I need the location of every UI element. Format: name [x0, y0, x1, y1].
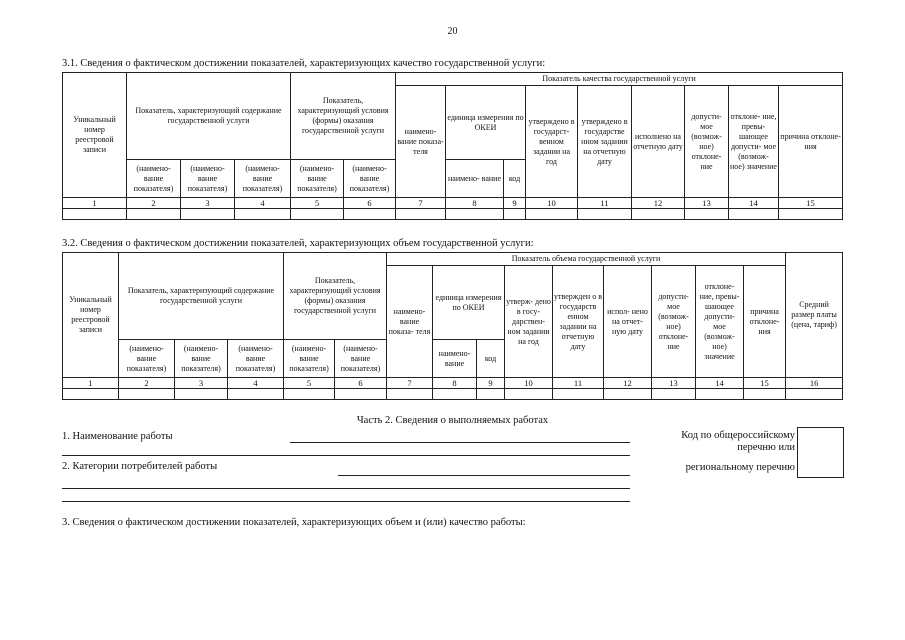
part-2-title: Часть 2. Сведения о выполняемых работах [356, 415, 549, 426]
column-number: 2 [127, 198, 181, 209]
column-number: 3 [175, 378, 228, 389]
header-deviation-reason: причина отклоне- ния [779, 86, 843, 198]
empty-cell[interactable] [284, 389, 335, 400]
column-number: 1 [63, 378, 119, 389]
sub-indicator-name: (наимено- вание показателя) [291, 160, 344, 198]
quality-table [62, 72, 843, 220]
code-label-line-2: перечню или [737, 442, 795, 453]
column-number: 5 [291, 198, 344, 209]
column-number: 3 [181, 198, 235, 209]
header-exceeding-deviation: отклоне- ние, превы- шающее допусти- мое (возмож- ное) значение [729, 86, 779, 198]
empty-cell[interactable] [578, 209, 632, 220]
sub-indicator-name: (наимено- вание показателя) [235, 160, 291, 198]
empty-cell[interactable] [291, 209, 344, 220]
column-number: 11 [553, 378, 604, 389]
header-exceeding-deviation: отклоне- ние, превы- шающее допусти- мое (возмож- ное) значение [696, 266, 744, 378]
column-number: 11 [578, 198, 632, 209]
header-unit-code: код [504, 160, 526, 198]
column-number: 8 [433, 378, 477, 389]
empty-cell[interactable] [175, 389, 228, 400]
empty-cell[interactable] [387, 389, 433, 400]
empty-cell[interactable] [477, 389, 505, 400]
header-unit-code: код [477, 340, 505, 378]
header-deviation-reason: причина отклоне- ния [744, 266, 786, 378]
header-executed: исполнено на отчетную дату [632, 86, 685, 198]
section-3-1-title: 3.1. Сведения о фактическом достижении показателей, характеризующих качество государственной услуги: [62, 58, 546, 69]
column-number: 5 [284, 378, 335, 389]
work-name-line-2[interactable] [62, 455, 630, 456]
sub-indicator-name: (наимено- вание показателя) [344, 160, 396, 198]
section-3-2-title: 3.2. Сведения о фактическом достижении показателей, характеризующих объем государственной услуги: [62, 238, 534, 249]
column-number: 9 [477, 378, 505, 389]
empty-cell[interactable] [181, 209, 235, 220]
column-number: 6 [335, 378, 387, 389]
header-indicator-name: наимено- вание показа- теля [387, 266, 433, 378]
empty-cell[interactable] [526, 209, 578, 220]
column-number: 12 [632, 198, 685, 209]
empty-cell[interactable] [632, 209, 685, 220]
consumers-line-3[interactable] [62, 501, 630, 502]
column-number: 14 [696, 378, 744, 389]
header-quality-group: Показатель качества государственной услуги [396, 73, 843, 86]
column-number: 14 [729, 198, 779, 209]
sub-indicator-name: (наимено- вание показателя) [284, 340, 335, 378]
header-unit: единица измерения по ОКЕИ [446, 86, 526, 160]
empty-cell[interactable] [344, 209, 396, 220]
page-number: 20 [447, 26, 458, 37]
header-unit-name: наимено- вание [433, 340, 477, 378]
header-allowed-deviation: допусти- мое (возмож- ное) отклоне- ние [685, 86, 729, 198]
empty-cell[interactable] [433, 389, 477, 400]
empty-cell[interactable] [446, 209, 504, 220]
section-3-work-label: 3. Сведения о фактическом достижении показателей, характеризующих объем и (или) качество работы: [62, 517, 526, 528]
registry-code-box[interactable] [797, 427, 844, 478]
column-number: 7 [387, 378, 433, 389]
column-number: 6 [344, 198, 396, 209]
code-label-line-3: региональному перечню [685, 462, 795, 473]
empty-cell[interactable] [504, 209, 526, 220]
header-content-indicator: Показатель, характеризующий содержание государственной услуги [127, 73, 291, 160]
empty-cell[interactable] [235, 209, 291, 220]
empty-cell[interactable] [604, 389, 652, 400]
header-approved-year: утверж- дено в госу- дарствен- ном задании на год [505, 266, 553, 378]
column-number: 10 [526, 198, 578, 209]
sub-indicator-name: (наимено- вание показателя) [181, 160, 235, 198]
column-number: 2 [119, 378, 175, 389]
column-number: 8 [446, 198, 504, 209]
empty-cell[interactable] [63, 389, 119, 400]
column-number: 13 [652, 378, 696, 389]
empty-cell[interactable] [228, 389, 284, 400]
empty-cell[interactable] [553, 389, 604, 400]
consumers-line-2[interactable] [62, 488, 630, 489]
column-number: 16 [786, 378, 843, 389]
empty-cell[interactable] [63, 209, 127, 220]
header-conditions-indicator: Показатель, характеризующий условия (формы) оказания государственной услуги [291, 73, 396, 160]
table-row [63, 389, 843, 400]
header-conditions-indicator: Показатель, характеризующий условия (формы) оказания государственной услуги [284, 253, 387, 340]
column-number: 10 [505, 378, 553, 389]
work-name-line[interactable] [290, 442, 630, 443]
header-executed: испол- нено на отчет-ную дату [604, 266, 652, 378]
header-unit: единица измерения по ОКЕИ [433, 266, 505, 340]
empty-cell[interactable] [505, 389, 553, 400]
empty-cell[interactable] [744, 389, 786, 400]
empty-cell[interactable] [685, 209, 729, 220]
empty-cell[interactable] [127, 209, 181, 220]
header-approved-year: утверждено в государст- венном задании на год [526, 86, 578, 198]
column-number: 7 [396, 198, 446, 209]
empty-cell[interactable] [652, 389, 696, 400]
header-allowed-deviation: допусти- мое (возмож- ное) отклоне- ние [652, 266, 696, 378]
sub-indicator-name: (наимено- вание показателя) [335, 340, 387, 378]
column-number: 4 [228, 378, 284, 389]
empty-cell[interactable] [786, 389, 843, 400]
header-unit-name: наимено- вание [446, 160, 504, 198]
sub-indicator-name: (наимено- вание показателя) [228, 340, 284, 378]
column-number: 1 [63, 198, 127, 209]
column-number: 13 [685, 198, 729, 209]
header-approved-date: утвержден о в государств енном задании на отчетную дату [553, 266, 604, 378]
empty-cell[interactable] [696, 389, 744, 400]
code-label-line-1: Код по общероссийскому [681, 430, 795, 441]
header-unique-number: Уникальный номер реестровой записи [63, 73, 127, 198]
column-number: 9 [504, 198, 526, 209]
consumers-line[interactable] [338, 475, 630, 476]
sub-indicator-name: (наимено- вание показателя) [175, 340, 228, 378]
volume-table [62, 252, 843, 400]
header-unique-number: Уникальный номер реестровой записи [63, 253, 119, 378]
header-average-fee: Средний размер платы (цена, тариф) [786, 253, 843, 378]
header-indicator-name: наимено- вание показа- теля [396, 86, 446, 198]
empty-cell[interactable] [335, 389, 387, 400]
sub-indicator-name: (наимено- вание показателя) [127, 160, 181, 198]
sub-indicator-name: (наимено- вание показателя) [119, 340, 175, 378]
column-number: 15 [744, 378, 786, 389]
empty-cell[interactable] [729, 209, 779, 220]
consumers-label: 2. Категории потребителей работы [62, 461, 218, 472]
header-content-indicator: Показатель, характеризующий содержание государственной услуги [119, 253, 284, 340]
column-number: 4 [235, 198, 291, 209]
column-number: 12 [604, 378, 652, 389]
table-row [63, 209, 843, 220]
empty-cell[interactable] [779, 209, 843, 220]
empty-cell[interactable] [119, 389, 175, 400]
empty-cell[interactable] [396, 209, 446, 220]
header-volume-group: Показатель объема государственной услуги [387, 253, 786, 266]
column-number: 15 [779, 198, 843, 209]
header-approved-date: утверждено в государстве нном задании на отчетную дату [578, 86, 632, 198]
work-name-label: 1. Наименование работы [62, 431, 173, 442]
